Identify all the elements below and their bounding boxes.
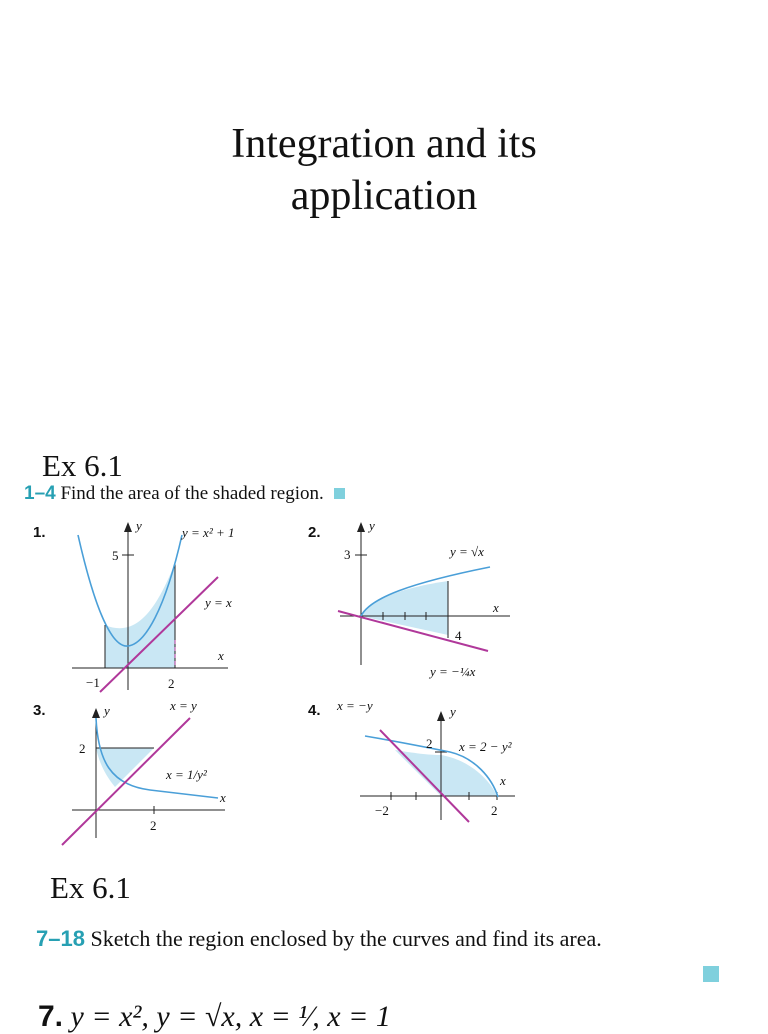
graph-2-axis-y: y [369, 518, 375, 533]
end-square-icon-2 [703, 966, 719, 982]
graph-3-curve-label: x = 1/y² [166, 767, 207, 782]
graph-1-tick-y: 5 [112, 548, 119, 563]
graph-2-axis-x: x [493, 600, 499, 615]
graph-3 [33, 698, 226, 845]
graph-3-tick-x: 2 [150, 818, 157, 833]
graph-3-axis-y: y [104, 703, 110, 718]
graph-2-tick-x: 4 [455, 628, 462, 643]
graph-4-line-label: x = −y [337, 698, 373, 713]
graph-2-line-label: y = −¼x [430, 664, 476, 679]
problem-range-2: 7–18 [36, 926, 85, 951]
title-line-1: Integration and its [231, 121, 537, 167]
graph-4-number: 4. [308, 702, 321, 719]
problem-statement-2 [36, 926, 602, 952]
graph-1-axis-y: y [136, 518, 142, 533]
graph-1-tick-x-left: −1 [86, 675, 100, 690]
graph-3-line-label: x = y [170, 698, 197, 713]
graph-2-tick-y: 3 [344, 547, 351, 562]
title-line-2: application [290, 173, 478, 219]
graph-4-tick-y: 2 [426, 736, 433, 751]
graph-2-curve-label: y = √x [450, 544, 484, 559]
graph-3-axis-x: x [220, 790, 226, 805]
graph-4-axis-y: y [450, 704, 456, 719]
exercise-label-2: Ex 6.1 [50, 870, 131, 905]
graph-2-number: 2. [308, 524, 321, 541]
problem-text-1: Find the area of the shaded region. [60, 483, 324, 504]
graph-4-tick-x-right: 2 [491, 803, 498, 818]
next-problem-number: 7. [38, 1000, 64, 1033]
graph-4-axis-x: x [500, 773, 506, 788]
next-problem-text: y = x², y = √x, x = ¹⁄, x = 1 [70, 1000, 391, 1033]
graph-1-tick-x-right: 2 [168, 676, 175, 691]
graph-1-number: 1. [33, 524, 46, 541]
graph-1-line-label: y = x [205, 595, 232, 610]
problem-range-1: 1–4 [24, 483, 56, 504]
graph-3-tick-y: 2 [79, 741, 86, 756]
next-problem [38, 1000, 391, 1034]
exercise-label-1: Ex 6.1 [42, 448, 123, 483]
graph-1-axis-x: x [218, 648, 224, 663]
graph-4 [308, 698, 515, 822]
graph-1 [33, 518, 234, 692]
graph-3-number: 3. [33, 702, 46, 719]
graph-1-curve-label: y = x² + 1 [182, 525, 235, 540]
problem-text-2: Sketch the region enclosed by the curves and find its area. [90, 926, 602, 951]
graph-4-curve-label: x = 2 − y² [459, 739, 512, 754]
graph-4-tick-x-left: −2 [375, 803, 389, 818]
graph-2 [308, 518, 510, 679]
